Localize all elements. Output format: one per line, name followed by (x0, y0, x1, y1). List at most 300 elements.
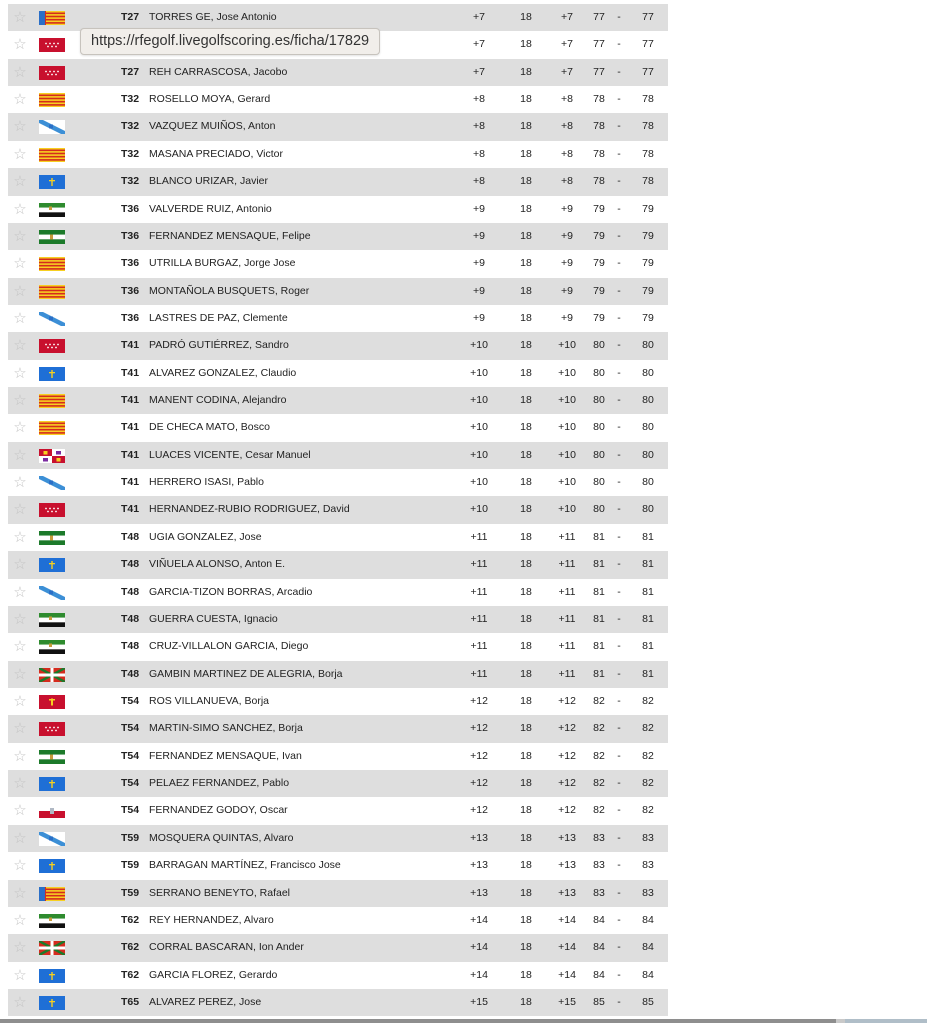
to-par: +10 (470, 503, 488, 516)
star-outline-icon[interactable]: ☆ (13, 857, 27, 875)
table-row[interactable] (8, 387, 668, 414)
position: T54 (121, 777, 140, 790)
star-outline-icon[interactable]: ☆ (13, 419, 27, 437)
today-score: +10 (558, 476, 576, 489)
thru: 18 (520, 448, 532, 461)
star-outline-icon[interactable]: ☆ (13, 583, 27, 601)
round-1-score: 79 (593, 202, 605, 215)
star-outline-icon[interactable]: ☆ (13, 802, 27, 820)
player-name-link[interactable]: PELAEZ FERNANDEZ, Pablo (149, 777, 290, 790)
today-score: +14 (558, 968, 576, 981)
round-2-score: - (617, 503, 621, 516)
total-score: 78 (642, 93, 654, 106)
today-score: +12 (558, 722, 576, 735)
position: T36 (121, 257, 140, 270)
table-row[interactable] (8, 852, 668, 879)
region-flag-icon (39, 230, 65, 244)
today-score: +7 (561, 65, 573, 78)
round-2-score: - (617, 831, 621, 844)
region-flag-icon (39, 695, 65, 709)
round-2-score: - (617, 777, 621, 790)
position: T59 (121, 886, 140, 899)
player-name-link[interactable]: ROSELLO MOYA, Gerard (149, 93, 271, 106)
today-score: +9 (561, 284, 573, 297)
round-2-score: - (617, 667, 621, 680)
to-par: +9 (473, 202, 485, 215)
star-outline-icon[interactable]: ☆ (13, 91, 27, 109)
today-score: +9 (561, 202, 573, 215)
thru: 18 (520, 968, 532, 981)
table-row[interactable] (8, 797, 668, 824)
to-par: +11 (470, 530, 488, 543)
star-outline-icon[interactable]: ☆ (13, 446, 27, 464)
round-1-score: 84 (593, 913, 605, 926)
round-2-score: - (617, 886, 621, 899)
player-name-link[interactable]: ROS VILLANUEVA, Borja (149, 694, 270, 707)
position: T32 (121, 93, 140, 106)
today-score: +11 (558, 558, 576, 571)
player-name-link[interactable]: CRUZ-VILLALON GARCIA, Diego (149, 640, 309, 653)
table-row[interactable] (8, 934, 668, 961)
total-score: 80 (642, 503, 654, 516)
total-score: 79 (642, 284, 654, 297)
to-par: +8 (473, 175, 485, 188)
player-name-link[interactable]: PADRÓ GUTIÉRREZ, Sandro (149, 339, 289, 352)
today-score: +7 (561, 11, 573, 23)
round-1-score: 79 (593, 229, 605, 242)
position: T41 (121, 476, 140, 489)
round-2-score: - (617, 11, 621, 23)
total-score: 81 (642, 530, 654, 543)
position: T48 (121, 667, 140, 680)
round-1-score: 84 (593, 941, 605, 954)
table-row[interactable] (8, 770, 668, 797)
thru: 18 (520, 804, 532, 817)
player-name-link[interactable]: ALVAREZ PEREZ, Jose (149, 995, 262, 1008)
player-name-link[interactable]: DE CHECA MATO, Bosco (149, 421, 270, 434)
table-row[interactable] (8, 360, 668, 387)
star-outline-icon[interactable]: ☆ (13, 392, 27, 410)
leaderboard-table (8, 4, 668, 1016)
region-flag-icon (39, 148, 65, 162)
player-name-link[interactable]: REY HERNANDEZ, Alvaro (149, 913, 274, 926)
today-score: +8 (561, 93, 573, 106)
round-1-score: 80 (593, 339, 605, 352)
table-row[interactable] (8, 250, 668, 277)
player-name-link[interactable]: FERNANDEZ GODOY, Oscar (149, 804, 288, 817)
thru: 18 (520, 38, 532, 51)
today-score: +8 (561, 175, 573, 188)
star-outline-icon[interactable]: ☆ (13, 911, 27, 929)
player-name-link[interactable]: HERRERO ISASI, Pablo (149, 476, 264, 489)
region-flag-icon (39, 996, 65, 1010)
to-par: +10 (470, 366, 488, 379)
table-row[interactable] (8, 551, 668, 578)
round-1-score: 80 (593, 476, 605, 489)
to-par: +9 (473, 229, 485, 242)
star-outline-icon[interactable]: ☆ (13, 638, 27, 656)
thru: 18 (520, 93, 532, 106)
to-par: +8 (473, 93, 485, 106)
total-score: 78 (642, 147, 654, 160)
star-outline-icon[interactable]: ☆ (13, 364, 27, 382)
position: T41 (121, 394, 140, 407)
table-row[interactable] (8, 278, 668, 305)
total-score: 80 (642, 339, 654, 352)
table-row[interactable] (8, 989, 668, 1016)
star-outline-icon[interactable]: ☆ (13, 610, 27, 628)
table-row[interactable] (8, 633, 668, 660)
table-row[interactable] (8, 524, 668, 551)
player-name-link[interactable]: MONTAÑOLA BUSQUETS, Roger (149, 284, 310, 297)
round-2-score: - (617, 694, 621, 707)
player-name-link[interactable]: VIÑUELA ALONSO, Anton E. (149, 558, 285, 571)
round-1-score: 84 (593, 968, 605, 981)
star-outline-icon[interactable]: ☆ (13, 665, 27, 683)
total-score: 81 (642, 585, 654, 598)
horizontal-scrollbar-thumb[interactable] (0, 1019, 836, 1023)
to-par: +8 (473, 147, 485, 160)
to-par: +12 (470, 694, 488, 707)
total-score: 81 (642, 558, 654, 571)
player-name-link[interactable]: LASTRES DE PAZ, Clemente (149, 311, 288, 324)
region-flag-icon (39, 558, 65, 572)
table-row[interactable] (8, 606, 668, 633)
total-score: 79 (642, 202, 654, 215)
thru: 18 (520, 476, 532, 489)
round-2-score: - (617, 257, 621, 270)
to-par: +11 (470, 612, 488, 625)
total-score: 81 (642, 640, 654, 653)
total-score: 84 (642, 941, 654, 954)
round-1-score: 83 (593, 859, 605, 872)
region-flag-icon (39, 531, 65, 545)
round-1-score: 77 (593, 11, 605, 23)
table-row[interactable] (8, 414, 668, 441)
thru: 18 (520, 284, 532, 297)
total-score: 78 (642, 120, 654, 133)
table-row[interactable] (8, 305, 668, 332)
star-outline-icon[interactable]: ☆ (13, 337, 27, 355)
round-2-score: - (617, 394, 621, 407)
thru: 18 (520, 11, 532, 23)
round-2-score: - (617, 859, 621, 872)
region-flag-icon (39, 257, 65, 271)
player-name-link[interactable]: CORRAL BASCARAN, Ion Ander (149, 941, 304, 954)
position: T41 (121, 339, 140, 352)
star-outline-icon[interactable]: ☆ (13, 556, 27, 574)
thru: 18 (520, 995, 532, 1008)
star-outline-icon[interactable]: ☆ (13, 309, 27, 327)
round-1-score: 79 (593, 257, 605, 270)
player-name-link[interactable]: UTRILLA BURGAZ, Jorge Jose (149, 257, 296, 270)
position: T54 (121, 804, 140, 817)
position: T59 (121, 859, 140, 872)
star-outline-icon[interactable]: ☆ (13, 966, 27, 984)
round-2-score: - (617, 38, 621, 51)
round-2-score: - (617, 612, 621, 625)
round-1-score: 81 (593, 667, 605, 680)
player-name-link[interactable]: REH CARRASCOSA, Jacobo (149, 65, 288, 78)
thru: 18 (520, 722, 532, 735)
to-par: +13 (470, 859, 488, 872)
table-row[interactable] (8, 688, 668, 715)
player-name-link[interactable]: GUERRA CUESTA, Ignacio (149, 612, 278, 625)
table-row[interactable] (8, 469, 668, 496)
to-par: +14 (470, 941, 488, 954)
star-outline-icon[interactable]: ☆ (13, 200, 27, 218)
region-flag-icon (39, 203, 65, 217)
position: T32 (121, 175, 140, 188)
position: T32 (121, 147, 140, 160)
player-name-link[interactable]: BARRAGAN MARTÍNEZ, Francisco Jose (149, 859, 341, 872)
round-1-score: 83 (593, 886, 605, 899)
star-outline-icon[interactable]: ☆ (13, 9, 27, 26)
thru: 18 (520, 777, 532, 790)
round-2-score: - (617, 65, 621, 78)
to-par: +12 (470, 749, 488, 762)
to-par: +10 (470, 448, 488, 461)
star-outline-icon[interactable]: ☆ (13, 227, 27, 245)
player-name-link[interactable]: LUACES VICENTE, Cesar Manuel (149, 448, 311, 461)
player-name-link[interactable]: VAZQUEZ MUIÑOS, Anton (149, 120, 276, 133)
total-score: 80 (642, 366, 654, 379)
today-score: +11 (558, 585, 576, 598)
round-1-score: 77 (593, 65, 605, 78)
round-1-score: 78 (593, 175, 605, 188)
thru: 18 (520, 202, 532, 215)
table-row[interactable] (8, 825, 668, 852)
table-row[interactable] (8, 880, 668, 907)
player-name-link[interactable]: VALVERDE RUIZ, Antonio (149, 202, 272, 215)
star-outline-icon[interactable]: ☆ (13, 884, 27, 902)
today-score: +13 (558, 859, 576, 872)
star-outline-icon[interactable]: ☆ (13, 36, 27, 54)
today-score: +11 (558, 612, 576, 625)
player-name-link[interactable]: MOSQUERA QUINTAS, Alvaro (149, 831, 294, 844)
round-1-score: 80 (593, 421, 605, 434)
thru: 18 (520, 612, 532, 625)
today-score: +14 (558, 941, 576, 954)
round-2-score: - (617, 749, 621, 762)
table-row[interactable] (8, 661, 668, 688)
table-row[interactable] (8, 113, 668, 140)
thru: 18 (520, 503, 532, 516)
total-score: 83 (642, 886, 654, 899)
region-flag-icon (39, 722, 65, 736)
table-row[interactable] (8, 743, 668, 770)
round-2-score: - (617, 421, 621, 434)
table-row[interactable] (8, 59, 668, 86)
position: T59 (121, 831, 140, 844)
today-score: +8 (561, 147, 573, 160)
player-name-link[interactable]: MANENT CODINA, Alejandro (149, 394, 287, 407)
round-2-score: - (617, 913, 621, 926)
round-1-score: 78 (593, 93, 605, 106)
total-score: 84 (642, 913, 654, 926)
table-row[interactable] (8, 962, 668, 989)
total-score: 81 (642, 667, 654, 680)
round-2-score: - (617, 175, 621, 188)
today-score: +11 (558, 667, 576, 680)
player-name-link[interactable]: MARTIN-SIMO SANCHEZ, Borja (149, 722, 303, 735)
star-outline-icon[interactable]: ☆ (13, 692, 27, 710)
region-flag-icon (39, 914, 65, 928)
region-flag-icon (39, 859, 65, 873)
thru: 18 (520, 65, 532, 78)
position: T62 (121, 913, 140, 926)
player-name-link[interactable]: TORRES GE, Jose Antonio (149, 11, 277, 23)
position: T32 (121, 120, 140, 133)
position: T27 (121, 11, 140, 23)
to-par: +10 (470, 421, 488, 434)
round-1-score: 79 (593, 284, 605, 297)
region-flag-icon (39, 312, 65, 326)
table-row[interactable] (8, 86, 668, 113)
player-name-link[interactable]: ALVAREZ GONZALEZ, Claudio (149, 366, 297, 379)
star-outline-icon[interactable]: ☆ (13, 255, 27, 273)
round-1-score: 82 (593, 749, 605, 762)
region-flag-icon (39, 38, 65, 52)
position: T36 (121, 202, 140, 215)
star-outline-icon[interactable]: ☆ (13, 173, 27, 191)
star-outline-icon[interactable]: ☆ (13, 145, 27, 163)
region-flag-icon (39, 394, 65, 408)
round-2-score: - (617, 339, 621, 352)
total-score: 80 (642, 476, 654, 489)
round-2-score: - (617, 120, 621, 133)
today-score: +13 (558, 886, 576, 899)
today-score: +8 (561, 120, 573, 133)
position: T36 (121, 284, 140, 297)
table-row[interactable] (8, 907, 668, 934)
round-2-score: - (617, 448, 621, 461)
thru: 18 (520, 257, 532, 270)
region-flag-icon (39, 640, 65, 654)
round-1-score: 81 (593, 612, 605, 625)
player-name-link[interactable]: MASANA PRECIADO, Victor (149, 147, 284, 160)
player-name-link[interactable]: FERNANDEZ MENSAQUE, Ivan (149, 749, 302, 762)
star-outline-icon[interactable]: ☆ (13, 63, 27, 81)
region-flag-icon (39, 613, 65, 627)
today-score: +10 (558, 366, 576, 379)
to-par: +7 (473, 38, 485, 51)
region-flag-icon (39, 367, 65, 381)
position: T41 (121, 503, 140, 516)
round-1-score: 78 (593, 120, 605, 133)
star-outline-icon[interactable]: ☆ (13, 528, 27, 546)
round-1-score: 82 (593, 694, 605, 707)
star-outline-icon[interactable]: ☆ (13, 501, 27, 519)
today-score: +14 (558, 913, 576, 926)
horizontal-scrollbar-segment (845, 1019, 927, 1023)
total-score: 84 (642, 968, 654, 981)
position: T48 (121, 585, 140, 598)
today-score: +9 (561, 257, 573, 270)
total-score: 79 (642, 257, 654, 270)
star-outline-icon[interactable]: ☆ (13, 747, 27, 765)
today-score: +10 (558, 503, 576, 516)
position: T41 (121, 448, 140, 461)
player-name-link[interactable]: HERNANDEZ-RUBIO RODRIGUEZ, David (149, 503, 350, 516)
star-outline-icon[interactable]: ☆ (13, 282, 27, 300)
thru: 18 (520, 749, 532, 762)
player-name-link[interactable]: FERNANDEZ MENSAQUE, Felipe (149, 229, 311, 242)
region-flag-icon (39, 586, 65, 600)
table-row[interactable] (8, 496, 668, 523)
thru: 18 (520, 886, 532, 899)
total-score: 80 (642, 394, 654, 407)
position: T62 (121, 968, 140, 981)
today-score: +11 (558, 640, 576, 653)
star-outline-icon[interactable]: ☆ (13, 118, 27, 136)
total-score: 79 (642, 229, 654, 242)
thru: 18 (520, 120, 532, 133)
position: T48 (121, 530, 140, 543)
today-score: +10 (558, 394, 576, 407)
table-row[interactable] (8, 715, 668, 742)
thru: 18 (520, 913, 532, 926)
region-flag-icon (39, 777, 65, 791)
round-2-score: - (617, 311, 621, 324)
to-par: +7 (473, 11, 485, 23)
today-score: +10 (558, 421, 576, 434)
to-par: +14 (470, 913, 488, 926)
region-flag-icon (39, 832, 65, 846)
round-2-score: - (617, 147, 621, 160)
round-1-score: 81 (593, 640, 605, 653)
region-flag-icon (39, 11, 65, 25)
total-score: 82 (642, 694, 654, 707)
star-outline-icon[interactable]: ☆ (13, 720, 27, 738)
table-row[interactable] (8, 196, 668, 223)
round-2-score: - (617, 284, 621, 297)
player-name-link[interactable]: GARCIA FLOREZ, Gerardo (149, 968, 278, 981)
player-name-link[interactable]: UGIA GONZALEZ, Jose (149, 530, 262, 543)
star-outline-icon[interactable]: ☆ (13, 829, 27, 847)
player-name-link[interactable]: BLANCO URIZAR, Javier (149, 175, 269, 188)
star-outline-icon[interactable]: ☆ (13, 474, 27, 492)
round-1-score: 81 (593, 558, 605, 571)
to-par: +9 (473, 284, 485, 297)
table-row[interactable] (8, 579, 668, 606)
player-name-link[interactable]: GARCIA-TIZON BORRAS, Arcadio (149, 585, 313, 598)
player-name-link[interactable]: GAMBIN MARTINEZ DE ALEGRIA, Borja (149, 667, 343, 680)
round-2-score: - (617, 530, 621, 543)
star-outline-icon[interactable]: ☆ (13, 939, 27, 957)
table-row[interactable] (8, 442, 668, 469)
to-par: +9 (473, 257, 485, 270)
to-par: +8 (473, 120, 485, 133)
to-par: +10 (470, 476, 488, 489)
table-row[interactable] (8, 223, 668, 250)
horizontal-scrollbar[interactable] (0, 1019, 927, 1023)
table-row[interactable] (8, 141, 668, 168)
table-row[interactable] (8, 332, 668, 359)
today-score: +12 (558, 749, 576, 762)
player-name-link[interactable]: SERRANO BENEYTO, Rafael (149, 886, 291, 899)
thru: 18 (520, 421, 532, 434)
position: T36 (121, 229, 140, 242)
star-outline-icon[interactable]: ☆ (13, 993, 27, 1011)
round-1-score: 80 (593, 366, 605, 379)
region-flag-icon (39, 969, 65, 983)
thru: 18 (520, 530, 532, 543)
table-row[interactable] (8, 168, 668, 195)
position: T41 (121, 421, 140, 434)
region-flag-icon (39, 285, 65, 299)
star-outline-icon[interactable]: ☆ (13, 775, 27, 793)
